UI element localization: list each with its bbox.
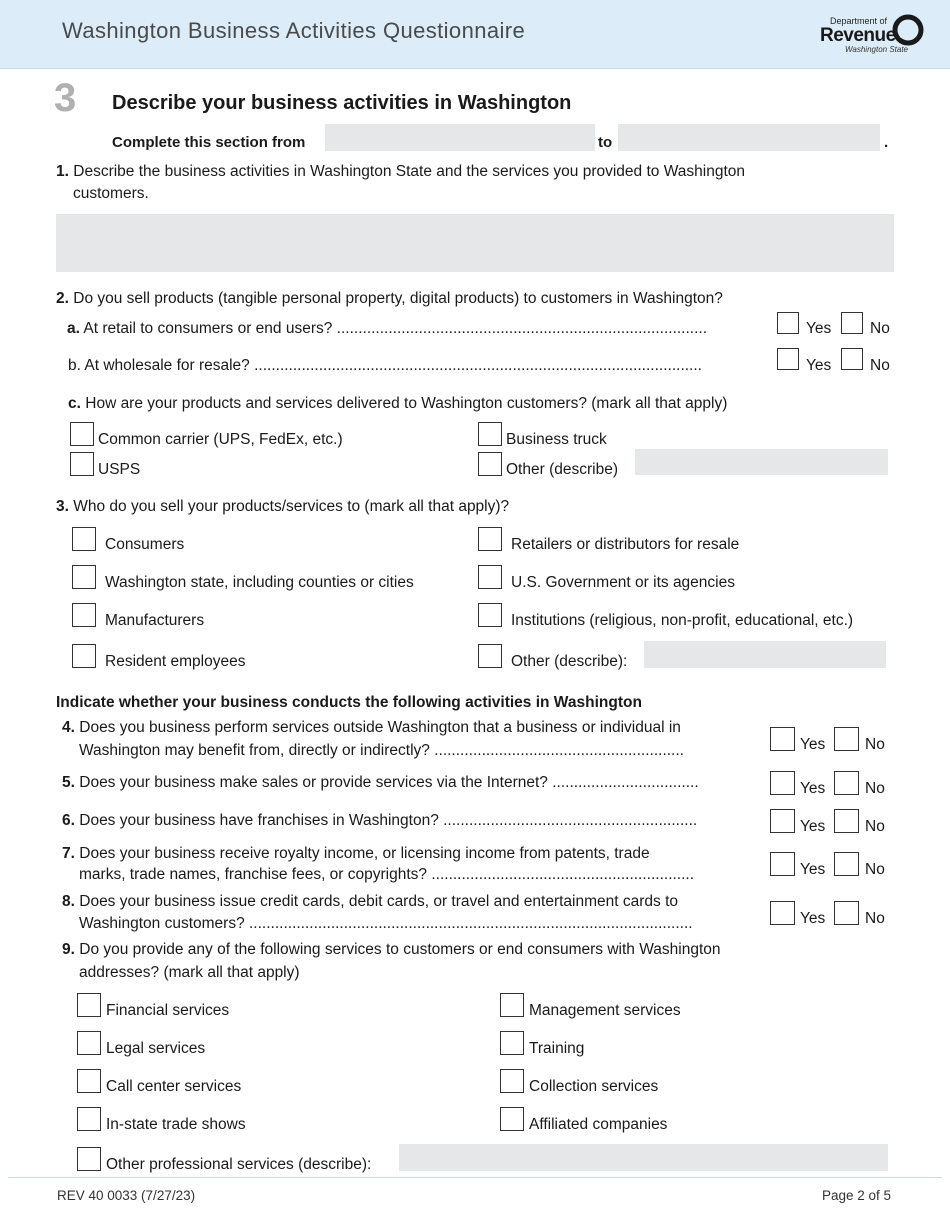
period-from-input[interactable] [325, 124, 595, 151]
q9-line1: 9. Do you provide any of the following services to customers or end consumers with Washington [62, 941, 721, 958]
q2a-no-label: No [870, 320, 890, 337]
logo-emblem-icon [892, 14, 924, 46]
q9-other-input[interactable] [399, 1144, 888, 1171]
q1-description-input[interactable] [56, 214, 894, 272]
q9-call-center-label: Call center services [106, 1078, 242, 1095]
logo-dept-text: Department of [830, 16, 888, 26]
q2c-business-truck-checkbox[interactable] [478, 422, 502, 446]
q9-legal-label: Legal services [106, 1040, 206, 1057]
q5-yes-label: Yes [800, 780, 826, 797]
q3-manufacturers-checkbox[interactable] [72, 603, 96, 627]
q3-institutions-label: Institutions (religious, non-profit, educational, etc.) [511, 612, 854, 629]
q9-management-checkbox[interactable] [500, 993, 524, 1017]
q8-line1: 8. Does your business issue credit cards, debit cards, or travel and entertainment cards to [62, 893, 679, 910]
q9-other-label: Other professional services (describe): [106, 1156, 372, 1173]
q2c-other-input[interactable] [635, 449, 888, 475]
q7-no-checkbox[interactable] [834, 852, 859, 876]
period-to-input[interactable] [618, 124, 880, 151]
q7-yes-checkbox[interactable] [770, 852, 795, 876]
q3-us-government-label: U.S. Government or its agencies [511, 574, 735, 591]
q3-other-input[interactable] [644, 641, 886, 668]
q2c-common-carrier-checkbox[interactable] [70, 422, 94, 446]
dor-logo [818, 12, 928, 58]
logo-revenue-text: Revenue [820, 25, 896, 46]
q9-collection-checkbox[interactable] [500, 1069, 524, 1093]
q3-consumers-label: Consumers [105, 536, 185, 553]
q9-line2: addresses? (mark all that apply) [79, 964, 300, 981]
q2c-business-truck-label: Business truck [506, 431, 607, 448]
section-number: 3 [54, 76, 77, 120]
q3-resident-employees-label: Resident employees [105, 653, 246, 670]
q2c-text: c. How are your products and services delivered to Washington customers? (mark all that apply) [68, 395, 728, 412]
form-number: REV 40 0033 (7/27/23) [57, 1188, 196, 1203]
q9-training-label: Training [529, 1040, 585, 1057]
q3-text: 3. Who do you sell your products/services to (mark all that apply)? [56, 498, 510, 515]
q2b-no-label: No [870, 357, 890, 374]
q8-yes-checkbox[interactable] [770, 901, 795, 925]
footer-divider [8, 1177, 942, 1178]
q3-wa-state-checkbox[interactable] [72, 565, 96, 589]
q9-management-label: Management services [529, 1002, 681, 1019]
period-dot: . [884, 134, 889, 151]
q2-text: 2. Do you sell products (tangible personal property, digital products) to customers in Washington? [56, 290, 723, 307]
q3-other-checkbox[interactable] [478, 644, 502, 668]
q2b-text: b. At wholesale for resale? ........................................................................................................ [68, 357, 702, 374]
q6-no-checkbox[interactable] [834, 809, 859, 833]
q5-no-checkbox[interactable] [834, 771, 859, 795]
q2b-yes-checkbox[interactable] [777, 348, 799, 370]
q6-yes-label: Yes [800, 818, 826, 835]
q9-training-checkbox[interactable] [500, 1031, 524, 1055]
q5-yes-checkbox[interactable] [770, 771, 795, 795]
q9-affiliated-label: Affiliated companies [529, 1116, 668, 1133]
q8-no-checkbox[interactable] [834, 901, 859, 925]
form-title: Washington Business Activities Questionnaire [62, 18, 526, 43]
q1-line1: 1. Describe the business activities in Washington State and the services you provided to Washington [56, 163, 745, 180]
section-title: Describe your business activities in Washington [112, 92, 572, 114]
q9-financial-checkbox[interactable] [77, 993, 101, 1017]
q7-line1: 7. Does your business receive royalty income, or licensing income from patents, trade [62, 845, 650, 862]
q9-financial-label: Financial services [106, 1002, 230, 1019]
q4-no-label: No [865, 736, 885, 753]
q9-trade-shows-checkbox[interactable] [77, 1107, 101, 1131]
q7-yes-label: Yes [800, 861, 826, 878]
q6-line1: 6. Does your business have franchises in Washington? ........................................................... [62, 812, 698, 829]
activities-heading: Indicate whether your business conducts the following activities in Washington [56, 694, 642, 711]
q2b-no-checkbox[interactable] [841, 348, 863, 370]
q3-us-government-checkbox[interactable] [478, 565, 502, 589]
q9-trade-shows-label: In-state trade shows [106, 1116, 246, 1133]
q4-line1: 4. Does you business perform services outside Washington that a business or individual in [62, 719, 681, 736]
q2c-common-carrier-label: Common carrier (UPS, FedEx, etc.) [98, 431, 343, 448]
page-number: Page 2 of 5 [822, 1188, 892, 1203]
complete-from-label: Complete this section from [112, 134, 306, 151]
q4-line2: Washington may benefit from, directly or indirectly? .......................................................... [79, 742, 684, 759]
q9-legal-checkbox[interactable] [77, 1031, 101, 1055]
q9-affiliated-checkbox[interactable] [500, 1107, 524, 1131]
q3-consumers-checkbox[interactable] [72, 527, 96, 551]
q4-no-checkbox[interactable] [834, 727, 859, 751]
q8-line2: Washington customers? ....................................................................................................... [79, 915, 693, 932]
q2a-yes-label: Yes [806, 320, 832, 337]
q2a-no-checkbox[interactable] [841, 312, 863, 334]
q2a-text: a. At retail to consumers or end users? ...................................................................................... [67, 320, 708, 337]
q3-retailers-checkbox[interactable] [478, 527, 502, 551]
logo-state-text: Washington State [845, 45, 909, 54]
q8-no-label: No [865, 910, 885, 927]
q5-line1: 5. Does your business make sales or provide services via the Internet? .................................. [62, 774, 699, 791]
q4-yes-checkbox[interactable] [770, 727, 795, 751]
q6-no-label: No [865, 818, 885, 835]
q3-wa-state-label: Washington state, including counties or cities [105, 574, 414, 591]
q7-line2: marks, trade names, franchise fees, or copyrights? ............................................................. [79, 866, 695, 883]
q2c-other-checkbox[interactable] [478, 452, 502, 476]
q7-no-label: No [865, 861, 885, 878]
q9-call-center-checkbox[interactable] [77, 1069, 101, 1093]
q2b-yes-label: Yes [806, 357, 832, 374]
q3-retailers-label: Retailers or distributors for resale [511, 536, 740, 553]
q2c-usps-label: USPS [98, 461, 141, 478]
to-label: to [598, 134, 613, 151]
q4-yes-label: Yes [800, 736, 826, 753]
q8-yes-label: Yes [800, 910, 826, 927]
q6-yes-checkbox[interactable] [770, 809, 795, 833]
q9-other-checkbox[interactable] [77, 1147, 101, 1171]
q9-collection-label: Collection services [529, 1078, 659, 1095]
q3-institutions-checkbox[interactable] [478, 603, 502, 627]
q2c-usps-checkbox[interactable] [70, 452, 94, 476]
q1-line2: customers. [73, 185, 149, 202]
q3-other-label: Other (describe): [511, 653, 628, 670]
q5-no-label: No [865, 780, 885, 797]
q3-resident-employees-checkbox[interactable] [72, 644, 96, 668]
q2a-yes-checkbox[interactable] [777, 312, 799, 334]
q3-manufacturers-label: Manufacturers [105, 612, 205, 629]
q2c-other-label: Other (describe) [506, 461, 618, 478]
